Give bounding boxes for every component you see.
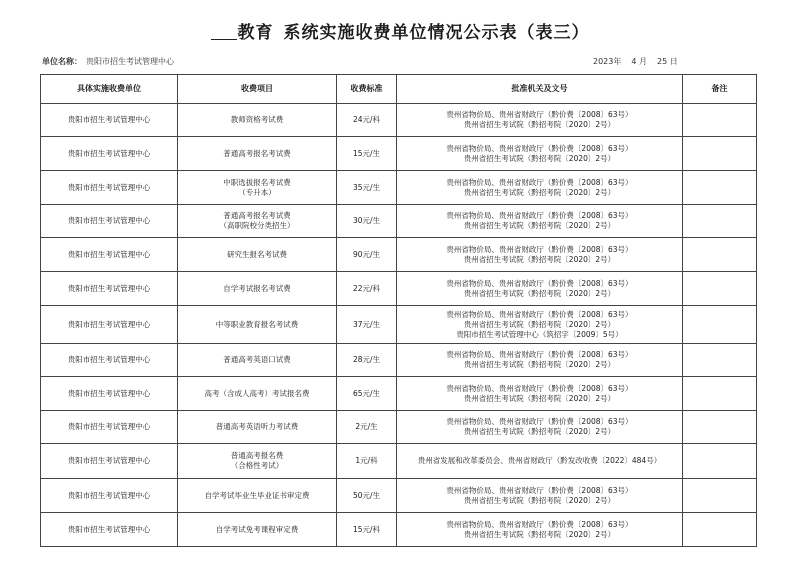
cell-approval-line: 贵州省招生考试院（黔招考院〔2020〕2号） [463, 319, 616, 329]
cell-item [178, 411, 337, 444]
cell-item [178, 479, 337, 513]
cell-unit: 贵阳市招生考试管理中心 [41, 344, 178, 377]
cell-item [178, 444, 337, 479]
cell-approval-line: 贵州省招生考试院（黔招考院〔2020〕2号） [463, 120, 616, 129]
cell-item [178, 137, 337, 171]
cell-standard: 65元/生 [337, 377, 397, 411]
cell-unit: 贵阳市招生考试管理中心 [41, 444, 178, 479]
cell-item-line: 普通高考英语口试费 [223, 355, 291, 364]
cell-note [683, 479, 757, 513]
table-row [41, 411, 757, 444]
cell-approval-line: 贵州省招生考试院（黔招考院〔2020〕2号） [463, 187, 616, 197]
cell-approval-line: 贵州省招生考试院（黔招考院〔2020〕2号） [463, 529, 616, 539]
cell-approval [397, 238, 683, 272]
cell-standard: 35元/生 [337, 171, 397, 205]
cell-item [178, 238, 337, 272]
table-row [41, 513, 757, 547]
cell-item [178, 513, 337, 547]
cell-standard: 30元/生 [337, 205, 397, 238]
cell-approval-line: 贵州省物价局、贵州省财政厅（黔价费〔2008〕63号） [446, 485, 633, 495]
cell-unit: 贵阳市招生考试管理中心 [41, 137, 178, 171]
header-unit: 具体实施收费单位 [41, 75, 178, 104]
cell-item-line: （专升本） [238, 187, 276, 197]
cell-note [683, 238, 757, 272]
cell-item-line: 普通高考报名考试费 [223, 148, 291, 158]
cell-unit: 贵阳市招生考试管理中心 [41, 171, 178, 205]
cell-item-line: 高考（含成人高考）考试报名费 [204, 388, 310, 398]
cell-approval-line: 贵州省物价局、贵州省财政厅（黔价费〔2008〕63号） [446, 278, 633, 288]
cell-approval [397, 104, 683, 137]
cell-approval [397, 171, 683, 205]
cell-unit: 贵阳市招生考试管理中心 [41, 513, 178, 547]
table-row [41, 171, 757, 205]
cell-approval-line: 贵州省物价局、贵州省财政厅（黔价费〔2008〕63号） [446, 417, 633, 426]
cell-item [178, 104, 337, 137]
cell-approval-line: 贵阳市招生考试管理中心（筑招字〔2009〕5号） [456, 329, 623, 339]
cell-standard: 37元/生 [337, 306, 397, 344]
cell-item-line: 自学考试报名考试费 [223, 283, 291, 293]
date-month: 4 月 [631, 57, 647, 66]
table-header-row [41, 75, 757, 104]
cell-approval-line: 贵州省发展和改革委员会、贵州省财政厅（黔发改收费〔2022〕484号） [417, 456, 662, 465]
cell-note [683, 344, 757, 377]
unit-line [42, 56, 174, 67]
table-row [41, 205, 757, 238]
cell-item-line: 研究生报名考试费 [227, 249, 287, 259]
cell-item-line: 中等职业教育报名考试费 [215, 319, 299, 329]
cell-standard: 28元/生 [337, 344, 397, 377]
table-row [41, 104, 757, 137]
cell-item [178, 171, 337, 205]
cell-item [178, 377, 337, 411]
cell-approval-line: 贵州省招生考试院（黔招考院〔2020〕2号） [463, 153, 616, 163]
cell-item-line: （高职院校分类招生） [219, 221, 295, 230]
header-item: 收费项目 [178, 75, 337, 104]
header-note: 备注 [683, 75, 757, 104]
page-title [0, 18, 800, 43]
cell-approval-line: 贵州省物价局、贵州省财政厅（黔价费〔2008〕63号） [446, 177, 633, 187]
cell-unit: 贵阳市招生考试管理中心 [41, 238, 178, 272]
cell-approval [397, 306, 683, 344]
cell-approval-line: 贵州省物价局、贵州省财政厅（黔价费〔2008〕63号） [446, 110, 633, 119]
table-row [41, 344, 757, 377]
cell-note [683, 137, 757, 171]
cell-standard: 15元/生 [337, 137, 397, 171]
cell-approval-line: 贵州省招生考试院（黔招考院〔2020〕2号） [463, 427, 616, 436]
cell-approval [397, 137, 683, 171]
cell-approval [397, 444, 683, 479]
cell-approval-line: 贵州省招生考试院（黔招考院〔2020〕2号） [463, 288, 616, 298]
fee-table-body [41, 104, 757, 547]
cell-unit: 贵阳市招生考试管理中心 [41, 479, 178, 513]
cell-unit: 贵阳市招生考试管理中心 [41, 377, 178, 411]
cell-note [683, 444, 757, 479]
cell-item [178, 205, 337, 238]
table-row [41, 444, 757, 479]
cell-item-line: 中职选拔报名考试费 [223, 177, 291, 187]
cell-unit: 贵阳市招生考试管理中心 [41, 411, 178, 444]
cell-approval-line: 贵州省招生考试院（黔招考院〔2020〕2号） [463, 360, 616, 369]
cell-approval-line: 贵州省物价局、贵州省财政厅（黔价费〔2008〕63号） [446, 383, 633, 393]
cell-unit: 贵阳市招生考试管理中心 [41, 104, 178, 137]
cell-unit: 贵阳市招生考试管理中心 [41, 205, 178, 238]
cell-standard: 1元/科 [337, 444, 397, 479]
unit-label: 单位名称： [42, 57, 82, 66]
cell-approval [397, 272, 683, 306]
cell-item-line: 普通高考报名考试费 [223, 211, 291, 220]
cell-item-line: 自学考试毕业生毕业证书审定费 [204, 490, 310, 500]
fee-table [40, 74, 757, 547]
cell-note [683, 205, 757, 238]
cell-approval-line: 贵州省招生考试院（黔招考院〔2020〕2号） [463, 221, 616, 230]
date-day: 25 日 [657, 57, 678, 66]
header-approval: 批准机关及文号 [397, 75, 683, 104]
cell-standard: 22元/科 [337, 272, 397, 306]
cell-approval-line: 贵州省物价局、贵州省财政厅（黔价费〔2008〕63号） [446, 519, 633, 529]
cell-approval-line: 贵州省招生考试院（黔招考院〔2020〕2号） [463, 495, 616, 505]
header-standard: 收费标准 [337, 75, 397, 104]
cell-approval [397, 344, 683, 377]
cell-note [683, 171, 757, 205]
cell-note [683, 411, 757, 444]
cell-approval-line: 贵州省物价局、贵州省财政厅（黔价费〔2008〕63号） [446, 143, 633, 153]
cell-approval [397, 377, 683, 411]
cell-standard: 24元/科 [337, 104, 397, 137]
cell-standard: 50元/生 [337, 479, 397, 513]
cell-item-line: （合格性考试） [230, 461, 284, 470]
title-blank-line [211, 39, 237, 40]
cell-item [178, 344, 337, 377]
cell-item-line: 普通高考英语听力考试费 [215, 422, 299, 431]
cell-note [683, 513, 757, 547]
unit-name: 贵阳市招生考试管理中心 [86, 57, 174, 66]
title-part1: 教育 [237, 23, 274, 43]
cell-item [178, 272, 337, 306]
cell-approval [397, 479, 683, 513]
cell-note [683, 306, 757, 344]
table-row [41, 377, 757, 411]
cell-approval-line: 贵州省物价局、贵州省财政厅（黔价费〔2008〕63号） [446, 211, 633, 220]
cell-item-line: 普通高考报名费 [230, 451, 284, 460]
cell-approval [397, 513, 683, 547]
cell-note [683, 377, 757, 411]
cell-unit: 贵阳市招生考试管理中心 [41, 272, 178, 306]
cell-approval [397, 411, 683, 444]
cell-standard: 90元/生 [337, 238, 397, 272]
cell-item [178, 306, 337, 344]
date-line [593, 56, 688, 67]
table-row [41, 272, 757, 306]
cell-approval-line: 贵州省物价局、贵州省财政厅（黔价费〔2008〕63号） [446, 350, 633, 359]
cell-approval-line: 贵州省物价局、贵州省财政厅（黔价费〔2008〕63号） [446, 309, 633, 319]
cell-approval-line: 贵州省物价局、贵州省财政厅（黔价费〔2008〕63号） [446, 244, 633, 254]
cell-item-line: 教师资格考试费 [230, 115, 284, 124]
cell-approval-line: 贵州省招生考试院（黔招考院〔2020〕2号） [463, 393, 616, 403]
cell-note [683, 104, 757, 137]
cell-approval [397, 205, 683, 238]
table-row [41, 306, 757, 344]
table-row [41, 238, 757, 272]
cell-approval-line: 贵州省招生考试院（黔招考院〔2020〕2号） [463, 254, 616, 264]
cell-note [683, 272, 757, 306]
table-row [41, 479, 757, 513]
table-row [41, 137, 757, 171]
cell-standard: 2元/生 [337, 411, 397, 444]
cell-unit: 贵阳市招生考试管理中心 [41, 306, 178, 344]
date-year: 2023年 [593, 57, 622, 66]
cell-standard: 15元/科 [337, 513, 397, 547]
cell-item-line: 自学考试免考课程审定费 [215, 524, 299, 534]
title-part2: 系统实施收费单位情况公示表（表三） [283, 23, 590, 43]
